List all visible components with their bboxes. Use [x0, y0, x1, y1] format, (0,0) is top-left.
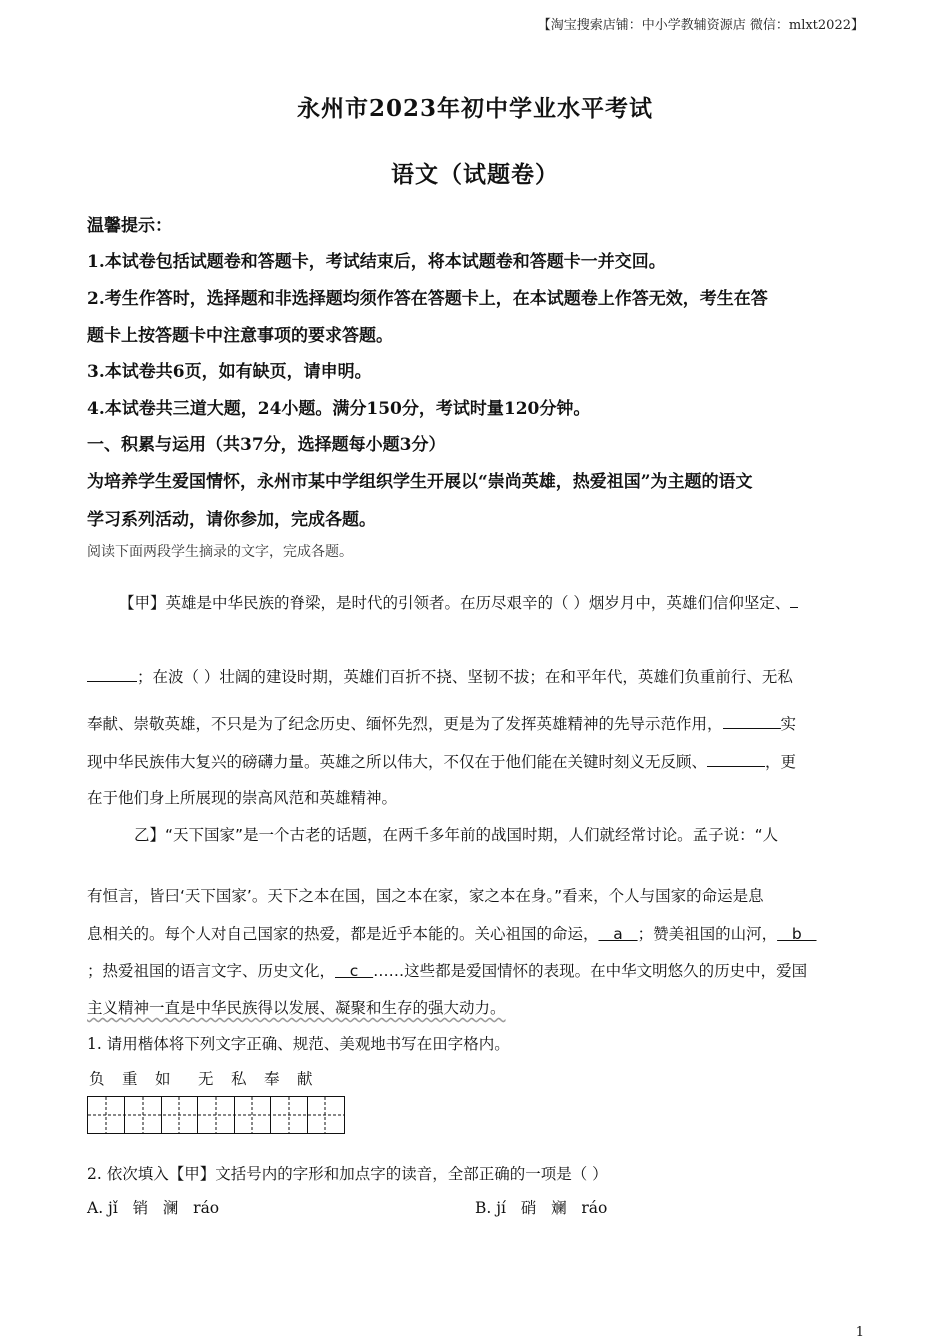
answer-blank[interactable] — [707, 749, 765, 767]
option-a[interactable]: A. jǐ 销 澜 ráo — [87, 1199, 220, 1217]
blank-c[interactable]: c — [335, 962, 374, 980]
characters-to-copy — [89, 1067, 330, 1089]
question-2: 2. 依次填入【甲】文括号内的字形和加点字的读音，全部正确的一项是（ ） — [87, 1165, 608, 1183]
copy-char: 重 — [122, 1070, 138, 1088]
passage-text: 【甲】英雄是中华民族的脊梁，是时代的引领者。在历尽艰辛的（ ）烟岁月中，英雄们信仰坚定、 — [119, 594, 791, 613]
passage-yi-line: 主义精神一直是中华民族得以发展、凝聚和生存的强大动力。 — [87, 999, 506, 1017]
passage-text: ……这些都是爱国情怀的表现。在中华文明悠久的历史中，爱国 — [373, 962, 808, 980]
section-intro: 学习系列活动，请你参加，完成各题。 — [87, 510, 376, 530]
blank-a[interactable]: a — [598, 925, 638, 943]
header-note: 【淘宝搜索店铺：中小学教辅资源店 微信：mlxt2022】 — [537, 18, 864, 33]
question-1: 1. 请用楷体将下列文字正确、规范、美观地书写在田字格内。 — [87, 1035, 510, 1053]
passage-text: 实 — [780, 715, 797, 734]
passage-jia-line — [87, 664, 863, 687]
page-number: 1 — [855, 1325, 864, 1340]
copy-char: 奉 — [264, 1070, 280, 1088]
grid-lines — [88, 1097, 344, 1133]
passage-text: ；赞美祖国的山河， — [637, 925, 778, 943]
passage-jia-line — [87, 749, 863, 772]
passage-text: ，更 — [765, 753, 797, 772]
tip-item: 题卡上按答题卡中注意事项的要求答题。 — [87, 326, 393, 346]
passage-jia-line — [119, 590, 863, 613]
tip-item: 3.本试卷共6页，如有缺页，请申明。 — [87, 362, 372, 382]
passage-yi-line — [87, 959, 863, 981]
copy-char: 如 — [155, 1070, 171, 1088]
passage-text: 息相关的。每个人对自己国家的热爱，都是近乎本能的。关心祖国的命运， — [87, 925, 599, 943]
page-subtitle: 语文（试题卷） — [391, 161, 559, 188]
passage-yi-line: 有恒言，皆曰‘天下国家’。天下之本在国，国之本在家，家之本在身。”看来，个人与国家的命运是息 — [87, 887, 764, 905]
answer-blank[interactable] — [790, 590, 798, 608]
passage-text: 现中华民族伟大复兴的磅礴力量。英雄之所以伟大，不仅在于他们能在关键时刻义无反顾、 — [87, 753, 708, 772]
answer-blank[interactable] — [87, 664, 137, 682]
page-title: 永州市2023年初中学业水平考试 — [296, 95, 653, 122]
passage-yi-line: 乙】“天下国家”是一个古老的话题，在两千多年前的战国时期，人们就经常讨论。孟子说：“人 — [134, 826, 779, 844]
copy-char: 负 — [89, 1070, 105, 1088]
copy-char: 献 — [297, 1070, 313, 1088]
section-heading: 一、积累与运用（共37分，选择题每小题3分） — [87, 435, 446, 455]
passage-jia-line — [87, 711, 863, 734]
passage-jia-line: 在于他们身上所展现的崇高风范和英雄精神。 — [87, 789, 398, 807]
passage-text: ；在波（ ）壮阔的建设时期，英雄们百折不挠、坚韧不拔；在和平年代，英雄们负重前行、无私 — [137, 668, 793, 687]
passage-text: ；热爱祖国的语言文字、历史文化， — [87, 962, 336, 980]
tips-heading: 温馨提示： — [87, 216, 172, 236]
passage-yi-line — [87, 922, 863, 944]
copy-char: 私 — [231, 1070, 247, 1088]
option-b[interactable]: B. jí 硝 斓 ráo — [475, 1199, 608, 1217]
tianzige-grid[interactable] — [87, 1096, 345, 1134]
reading-instruction: 阅读下面两段学生摘录的文字，完成各题。 — [87, 544, 353, 560]
tip-item: 1.本试卷包括试题卷和答题卡，考试结束后，将本试题卷和答题卡一并交回。 — [87, 252, 666, 272]
tip-item: 4.本试卷共三道大题，24小题。满分150分，考试时量120分钟。 — [87, 399, 591, 419]
passage-text: 奉献、崇敬英雄，不只是为了纪念历史、缅怀先烈，更是为了发挥英雄精神的先导示范作用， — [87, 715, 723, 734]
tip-item: 2.考生作答时，选择题和非选择题均须作答在答题卡上，在本试题卷上作答无效，考生在答 — [87, 289, 768, 309]
blank-b[interactable]: b — [777, 925, 817, 943]
section-intro: 为培养学生爱国情怀，永州市某中学组织学生开展以“崇尚英雄，热爱祖国”为主题的语文 — [87, 472, 753, 492]
copy-char: 无 — [198, 1070, 214, 1088]
answer-blank[interactable] — [723, 711, 781, 729]
